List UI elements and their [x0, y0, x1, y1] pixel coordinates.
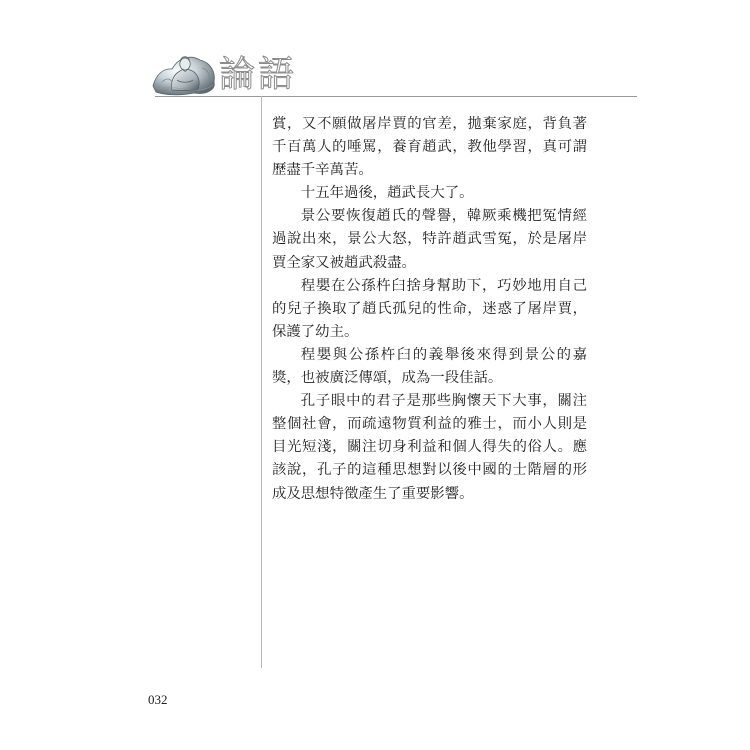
paragraph-continuation: 賞，又不願做屠岸賈的官差，拋棄家庭，背負著千百萬人的唾罵，養育趙武，教他學習，真可謂歷盡千辛萬苦。 — [272, 116, 587, 179]
book-title: 論語 — [219, 54, 298, 95]
header-rule — [155, 96, 637, 97]
paragraph: 景公要恢復趙氏的聲譽，韓厥乘機把冤情經過說出來，景公大怒，特許趙武雪冤，於是屠岸賈全家又被趙武殺盡。 — [272, 208, 587, 271]
column-rule — [261, 96, 262, 668]
body-text — [272, 113, 587, 506]
seated-sage-icon — [150, 38, 218, 96]
paragraph: 程嬰在公孫杵臼捨身幫助下，巧妙地用自己的兒子換取了趙氏孤兒的性命，迷惑了屠岸賈，保護了幼主。 — [272, 277, 587, 340]
page-number: 032 — [148, 692, 168, 707]
paragraph: 孔子眼中的君子是那些胸懷天下大事，關注整個社會，而疏遠物質利益的雅士，而小人則是目光短淺，關注切身利益和個人得失的俗人。應該說，孔子的這種思想對以後中國的士階層的形成及思想特徵產生了重要影響。 — [272, 393, 587, 502]
paragraph: 十五年過後，趙武長大了。 — [300, 185, 474, 202]
paragraph: 程嬰與公孫杵臼的義舉後來得到景公的嘉獎，也被廣泛傳頌，成為一段佳話。 — [272, 346, 587, 387]
